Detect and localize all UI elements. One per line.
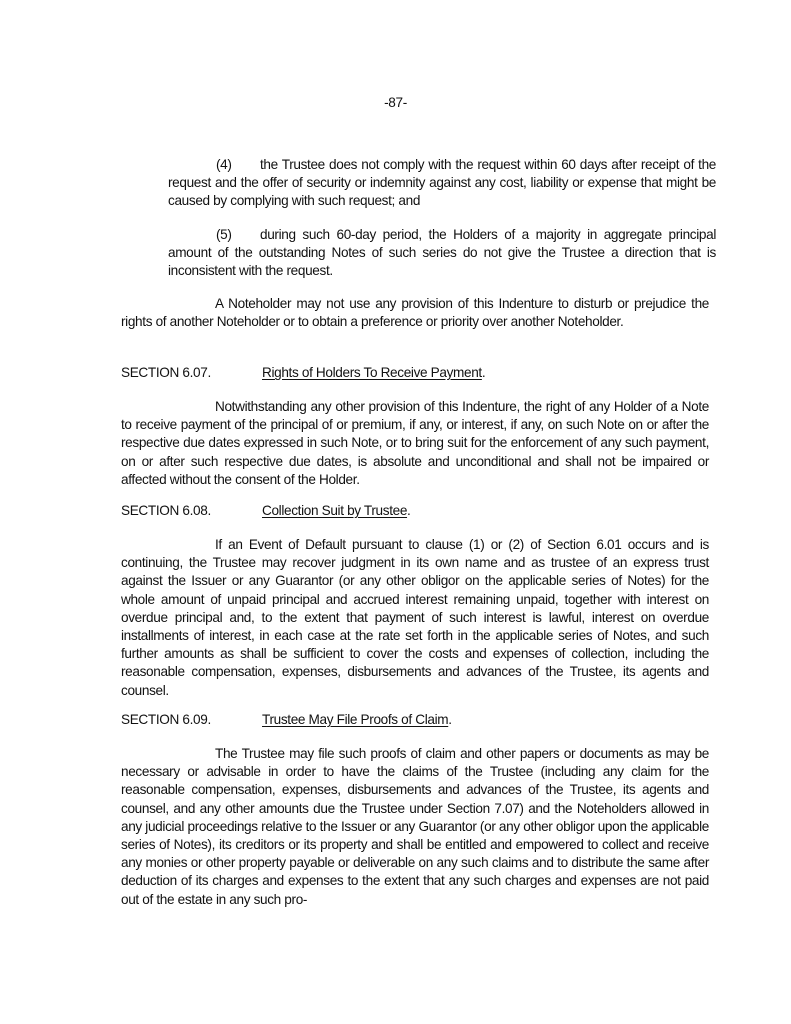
list-item-number: (4) (216, 157, 232, 172)
section-title: Rights of Holders To Receive Payment (262, 365, 482, 380)
noteholder-paragraph: A Noteholder may not use any provision of this Indenture to disturb or prejudice the rights of another Noteholder or to obtain a preference or priority over another Noteholder. (121, 296, 709, 330)
section-6-08-heading: SECTION 6.08. Collection Suit by Trustee. (121, 502, 709, 520)
page-number: -87- (384, 95, 407, 110)
section-6-07-body: Notwithstanding any other provision of this Indenture, the right of any Holder of a Note to receive payment of the principal of or premium, if any, or interest, if any, on such Note on or after the respective due dates expressed in such Note, or to bring suit for the enforcement of any such payment, on or after such respective due dates, is absolute and unconditional and shall not be impaired or affected without the consent of the Holder. (121, 399, 709, 487)
section-6-08-body: If an Event of Default pursuant to clause (1) or (2) of Section 6.01 occurs and is continuing, the Trustee may recover judgment in its own name and as trustee of an express trust against the Issuer or any Guarantor (or any other obligor on the applicable series of Notes) for the whole amount of unpaid principal and accrued interest remaining unpaid, together with interest on overdue principal and, to the extent that payment of such interest is lawful, interest on overdue installments of interest, in each case at the rate set forth in the applicable series of Notes, and such further amounts as shall be sufficient to cover the costs and expenses of collection, including the reasonable compensation, expenses, disbursements and advances of the Trustee, its agents and counsel. (121, 537, 709, 698)
section-6-07-heading: SECTION 6.07. Rights of Holders To Receive Payment. (121, 364, 709, 382)
section-number: SECTION 6.08. (121, 503, 211, 518)
section-number: SECTION 6.09. (121, 712, 211, 727)
section-6-09-heading: SECTION 6.09. Trustee May File Proofs of Claim. (121, 711, 709, 729)
section-number: SECTION 6.07. (121, 365, 211, 380)
list-item-4 (168, 156, 716, 211)
list-item-text: the Trustee does not comply with the request within 60 days after receipt of the request and the offer of security or indemnity against any cost, liability or expense that might be caused by complying with such request; and (168, 157, 716, 209)
list-item-text: during such 60-day period, the Holders of a majority in aggregate principal amount of the outstanding Notes of such series do not give the Trustee a direction that is inconsistent with the request. (168, 227, 716, 279)
section-6-09-body: The Trustee may file such proofs of claim and other papers or documents as may be necessary or advisable in order to have the claims of the Trustee (including any claim for the reasonable compensation, expenses, disbursements and advances of the Trustee, its agents and counsel, and any other amounts due the Trustee under Section 7.07) and the Noteholders allowed in any judicial proceedings relative to the Issuer or any Guarantor (or any other obligor upon the applicable series of Notes), its creditors or its property and shall be entitled and empowered to collect and receive any monies or other property payable or deliverable on any such claims and to distribute the same after deduction of its charges and expenses to the extent that any such charges and expenses are not paid out of the estate in any such pro- (121, 746, 709, 907)
section-title: Trustee May File Proofs of Claim (262, 712, 449, 727)
section-title: Collection Suit by Trustee (262, 503, 408, 518)
list-item-5 (168, 226, 716, 281)
list-item-number: (5) (216, 227, 232, 242)
